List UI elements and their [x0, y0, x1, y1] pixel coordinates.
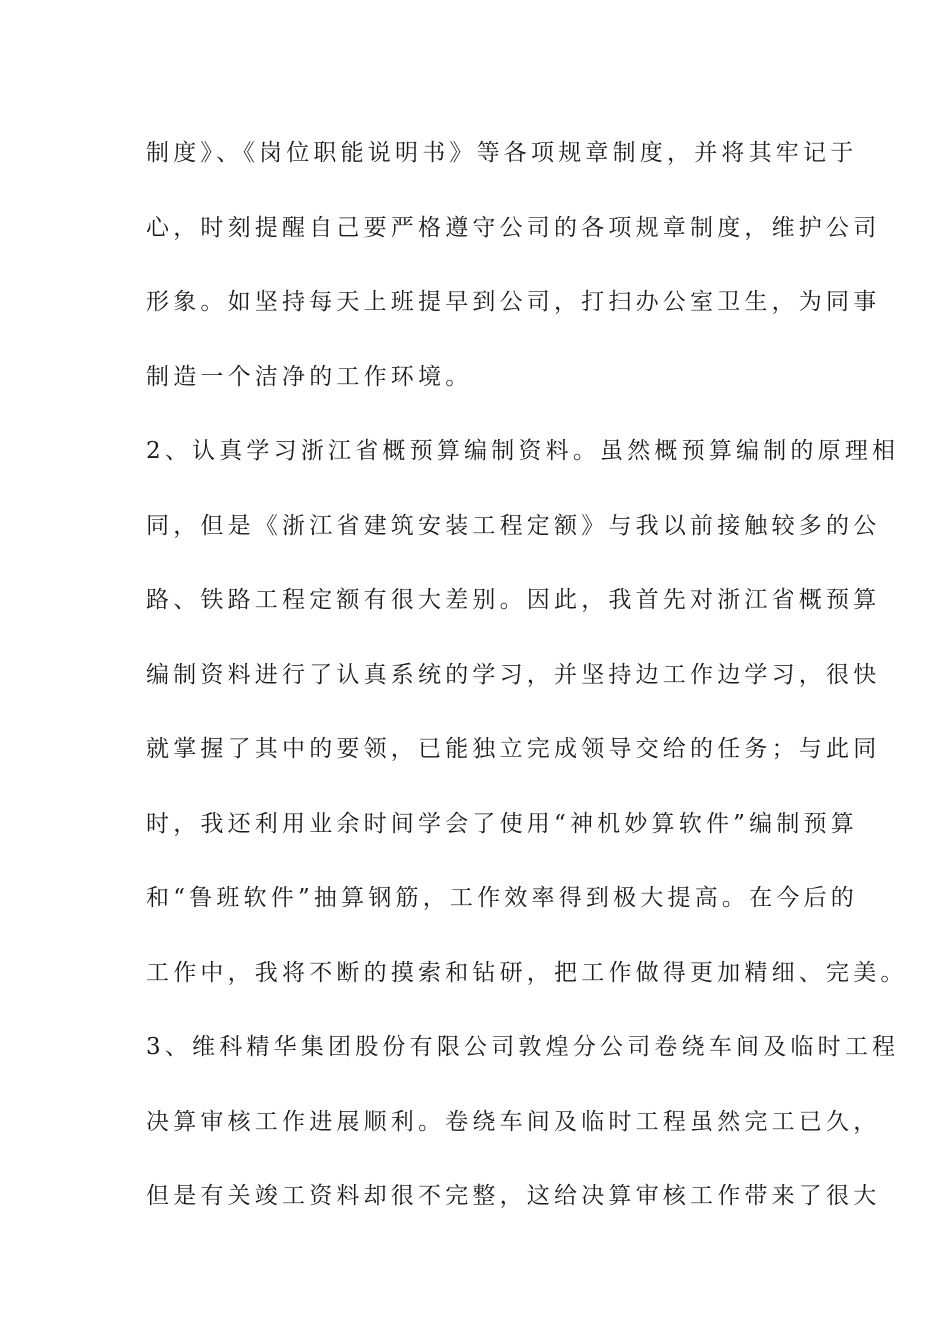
text-line: 时，我还利用业余时间学会了使用“神机妙算软件”编制预算	[146, 810, 858, 837]
document-body	[146, 128, 908, 1246]
text-line: 同，但是《浙江省建筑安装工程定额》与我以前接触较多的公	[146, 512, 881, 539]
text-line: 2、认真学习浙江省概预算编制资料。虽然概预算编制的原理相	[146, 438, 900, 464]
text-line: 制度》、《岗位职能说明书》等各项规章制度，并将其牢记于	[146, 140, 858, 166]
text-line: 和“鲁班软件”抽算钢筋，工作效率得到极大提高。在今后的	[146, 885, 858, 911]
text-line: 但是有关竣工资料却很不完整，这给决算审核工作带来了很大	[146, 1183, 881, 1209]
text-line: 心，时刻提醒自己要严格遵守公司的各项规章制度，维护公司	[146, 214, 881, 241]
text-line: 编制资料进行了认真系统的学习，并坚持边工作边学习，很快	[146, 661, 881, 688]
text-line: 3、维科精华集团股份有限公司敦煌分公司卷绕车间及临时工程	[146, 1034, 900, 1060]
text-line: 形象。如坚持每天上班提早到公司，打扫办公室卫生，为同事	[146, 289, 881, 315]
text-line: 路、铁路工程定额有很大差别。因此，我首先对浙江省概预算	[146, 587, 881, 613]
text-line: 就掌握了其中的要领，已能独立完成领导交给的任务；与此同	[146, 736, 881, 762]
text-line: 工作中，我将不断的摸索和钻研，把工作做得更加精细、完美。	[146, 959, 908, 986]
text-line: 决算审核工作进展顺利。卷绕车间及临时工程虽然完工已久，	[146, 1108, 881, 1135]
text-line: 制造一个洁净的工作环境。	[146, 363, 473, 390]
